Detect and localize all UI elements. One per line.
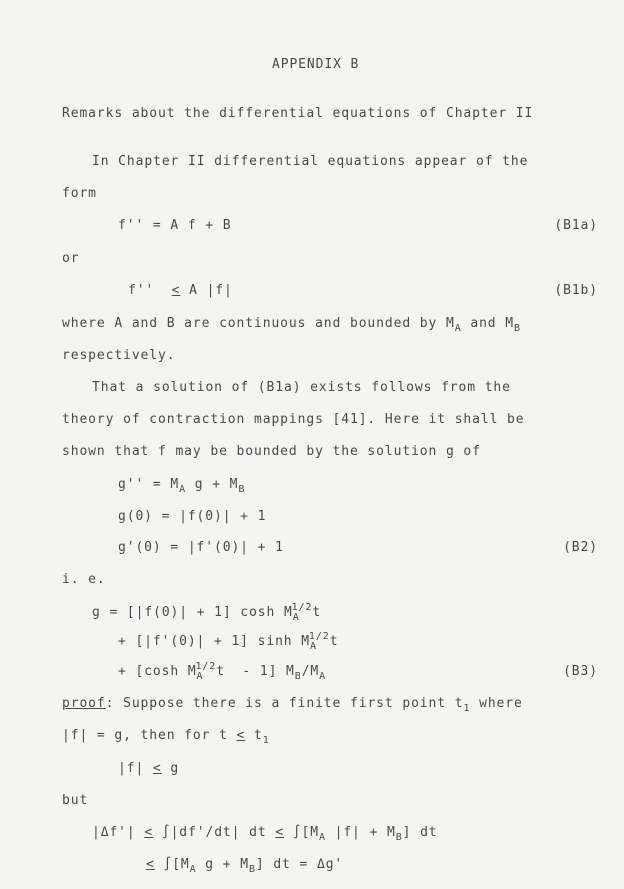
equation-b3-line: + [|f'(0)| + 1] $\sinh M_A^{1/2}t$ xyxy=(118,631,339,652)
paragraph-line: or xyxy=(62,251,80,266)
appendix-title: APPENDIX B xyxy=(272,57,360,72)
equation-b3-line: g = [|f(0)| + 1] $\cosh M_A^{1/2}t$ xyxy=(92,602,322,623)
inequality-line: < $\int[M_A$ $g + M_B$] dt = Δg' xyxy=(146,857,344,875)
paragraph-line: where A and B are continuous and bounded by $M_A$ and $M_B$ xyxy=(62,316,521,334)
equation-b2-line: g'(0) = |f'(0)| + 1 xyxy=(118,540,284,555)
section-heading: Remarks about the differential equations of Chapter II xyxy=(62,106,534,121)
equation-b2-line: g(0) = |f(0)| + 1 xyxy=(118,509,267,524)
paragraph-line: theory of contraction mappings [41]. Here it shall be xyxy=(62,412,525,427)
proof-line: |f| < g xyxy=(118,761,180,776)
equation-tag-b3: (B3) xyxy=(563,664,598,679)
equation-b1a: f'' = A f + B xyxy=(118,218,232,233)
equation-b1b: f'' < A |f| xyxy=(128,283,233,298)
paragraph-line: That a solution of (B1a) exists follows from the xyxy=(92,380,511,395)
paragraph-line: respectively. xyxy=(62,348,176,363)
paragraph-line: In Chapter II differential equations appear of the xyxy=(92,154,529,169)
proof-line: proof: Suppose there is a finite first point $t_1$ where xyxy=(62,696,523,714)
paragraph-line: i. e. xyxy=(62,572,106,587)
equation-b3-line: + [cosh $M_A^{1/2}t - 1$] $M_B/M_A$ xyxy=(118,661,327,682)
equation-tag-b1a: (B1a) xyxy=(554,218,598,233)
paragraph-line: but xyxy=(62,793,89,808)
paragraph-line: form xyxy=(62,186,97,201)
proof-line: |f| = g, then for $t < t_1$ xyxy=(62,728,270,746)
equation-tag-b1b: (B1b) xyxy=(554,283,598,298)
paragraph-line: shown that f may be bounded by the solution g of xyxy=(62,444,481,459)
inequality-line: |Δf'| < ∫|df'/dt| dt < $\int[M_A$ $|f| + M_B$] dt xyxy=(92,825,438,843)
equation-tag-b2: (B2) xyxy=(563,540,598,555)
equation-b2-line: $g'' = M_A$ $g + M_B$ xyxy=(118,477,246,495)
